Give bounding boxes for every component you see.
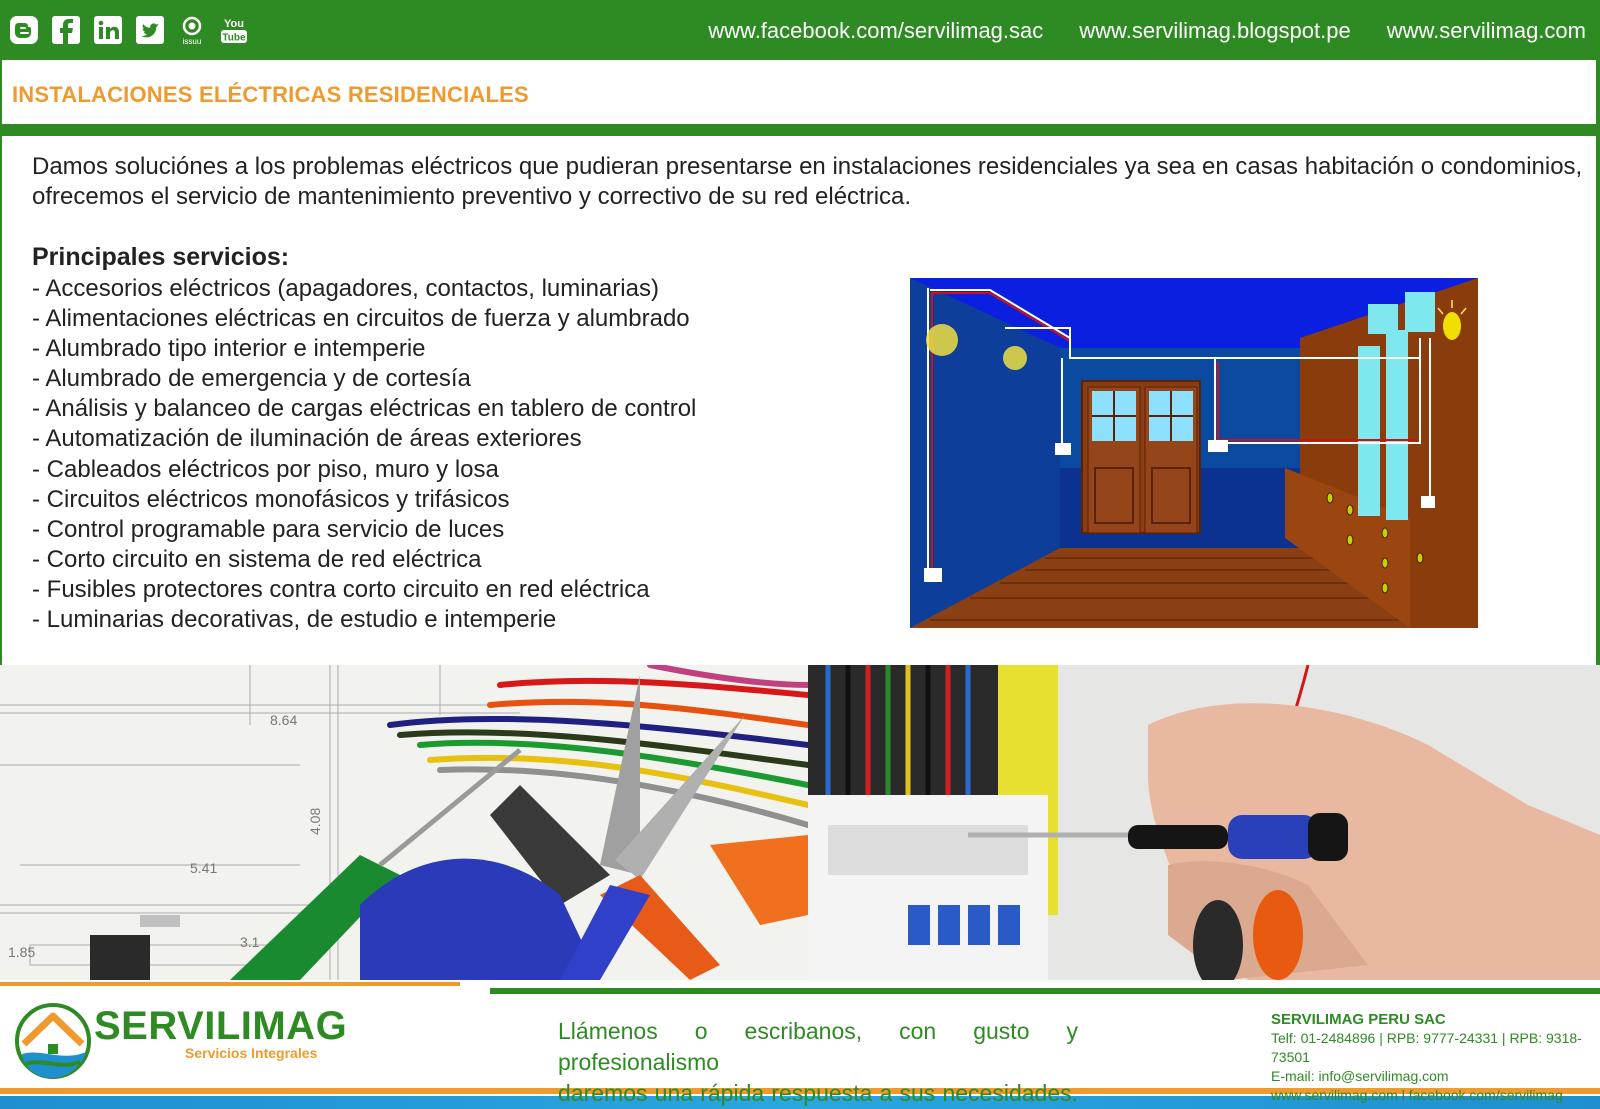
intro-paragraph: Damos soluciónes a los problemas eléctricos que pudieran presentarse en instalaciones residenciales ya sea en casas habitación o condominios, ofrecemos el servicio de mantenimiento preventivo y correctivo de su red eléctrica. [32, 153, 1583, 210]
linkedin-icon[interactable] [92, 14, 124, 46]
page-title: INSTALACIONES ELÉCTRICAS RESIDENCIALES [12, 82, 529, 107]
web-links[interactable]: www.servilimag.com l facebook.com/servilimag [1271, 1087, 1563, 1103]
youtube-label-top: You [224, 18, 244, 30]
room-wiring-illustration [910, 278, 1478, 628]
title-divider [0, 124, 1600, 136]
svg-text:1.85: 1.85 [8, 944, 36, 960]
footer-message-line: Llámenos o escribanos, con gusto y profesionalismo [558, 1018, 1078, 1075]
phone-numbers: Telf: 01-2484896 | RPB: 9777-24331 | RPB: 9318-73501 [1271, 1030, 1582, 1065]
list-item: - Corto circuito en sistema de red eléctrica [32, 545, 482, 573]
company-name: SERVILIMAG PERU SAC [1271, 1011, 1446, 1028]
svg-text:3.1: 3.1 [240, 934, 260, 950]
list-item: - Luminarias decorativas, de estudio e intemperie [32, 606, 557, 634]
services-list [32, 274, 696, 635]
footer-green-line [490, 988, 1600, 994]
tools-blueprint-photo [0, 665, 808, 980]
email-address[interactable]: E-mail: info@servilimag.com [1271, 1068, 1449, 1084]
youtube-icon[interactable] [218, 14, 250, 46]
list-item: - Alimentaciones eléctricas en circuitos de fuerza y alumbrado [32, 305, 690, 333]
list-item: - Accesorios eléctricos (apagadores, contactos, luminarias) [32, 275, 659, 302]
list-item: - Circuitos eléctricos monofásicos y trifásicos [32, 485, 510, 513]
svg-text:8.64: 8.64 [270, 712, 298, 728]
top-bar [0, 0, 1600, 60]
services-heading: Principales servicios: [32, 243, 290, 271]
facebook-link[interactable]: www.facebook.com/servilimag.sac [708, 18, 1044, 43]
list-item: - Alumbrado tipo interior e intemperie [32, 335, 426, 363]
footer-message-line: daremos una rápida respuesta a sus necesidades. [558, 1080, 1078, 1106]
brand-name: SERVILIMAG [94, 1004, 348, 1048]
issuu-icon[interactable] [176, 14, 208, 46]
footer-orange-line [0, 982, 460, 986]
header-links [708, 18, 1586, 44]
youtube-label-bottom: Tube [222, 32, 246, 44]
list-item: - Cableados eléctricos por piso, muro y losa [32, 455, 499, 483]
issuu-label: issuu [182, 37, 202, 46]
footer-message [558, 1016, 1078, 1109]
list-item: - Análisis y balanceo de cargas eléctricas en tablero de control [32, 395, 697, 423]
svg-text:4.08: 4.08 [307, 807, 323, 835]
list-item: - Fusibles protectores contra corto circuito en red eléctrica [32, 575, 650, 603]
electrician-photo [808, 665, 1600, 980]
list-item: - Automatización de iluminación de áreas exteriores [32, 425, 582, 453]
facebook-icon[interactable] [50, 14, 82, 46]
social-icons [8, 14, 250, 46]
svg-text:5.41: 5.41 [190, 860, 218, 876]
list-item: - Control programable para servicio de luces [32, 515, 505, 543]
servilimag-logo-icon [14, 1002, 92, 1080]
blog-link[interactable]: www.servilimag.blogspot.pe [1079, 18, 1351, 43]
brand-tagline: Servicios Integrales [185, 1045, 318, 1061]
contact-block [1271, 1010, 1600, 1105]
website-link[interactable]: www.servilimag.com [1386, 18, 1586, 43]
list-item: - Alumbrado de emergencia y de cortesía [32, 365, 471, 393]
blogger-icon[interactable] [8, 14, 40, 46]
twitter-icon[interactable] [134, 14, 166, 46]
